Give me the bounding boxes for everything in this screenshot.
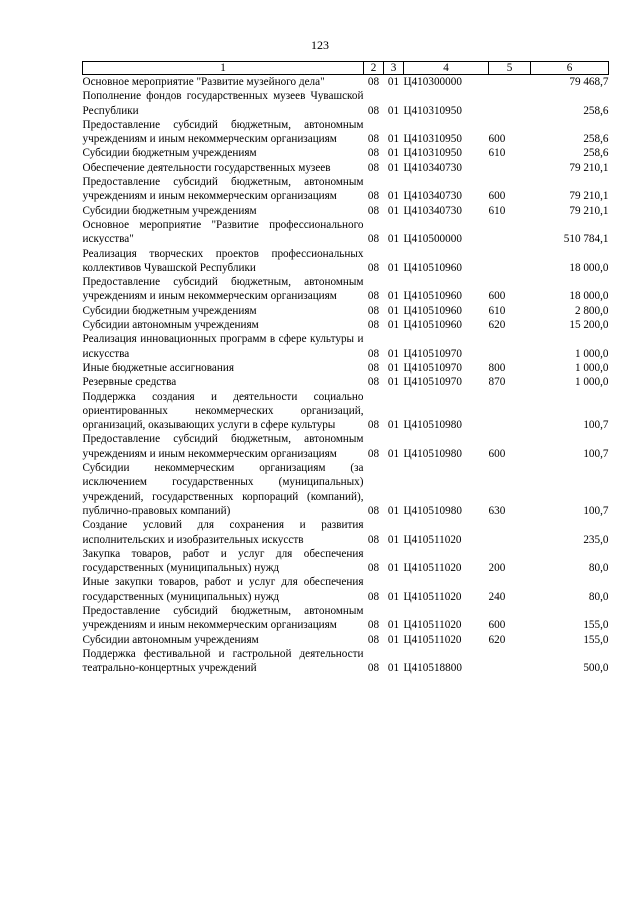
row-section: 08 — [367, 533, 380, 546]
row-subsection: 01 — [387, 133, 400, 146]
table-row — [83, 218, 609, 247]
header-col-5: 5 — [489, 62, 531, 75]
row-expense-type — [489, 647, 531, 676]
row-section: 08 — [367, 290, 380, 303]
row-target-code: Ц410518800 — [403, 662, 462, 675]
row-name: Иные бюджетные ассигнования — [82, 361, 234, 374]
row-section: 08 — [367, 633, 380, 646]
row-target-code: Ц410510960 — [403, 290, 462, 303]
header-col-4: 4 — [404, 62, 489, 75]
row-subsection: 01 — [387, 161, 400, 174]
row-amount: 100,7 — [583, 447, 609, 460]
row-section: 08 — [367, 261, 380, 274]
row-section: 08 — [367, 319, 380, 332]
row-amount: 80,0 — [588, 562, 609, 575]
row-subsection: 01 — [387, 419, 400, 432]
row-target-code: Ц410510960 — [403, 261, 462, 274]
row-section: 08 — [367, 76, 380, 88]
table-row — [83, 318, 609, 332]
row-name: Предоставление субсидий бюджетным, автономным учреждениям и иным некоммерческим организациям — [82, 176, 364, 203]
row-target-code: Ц410310950 — [403, 147, 462, 160]
row-expense-type — [489, 161, 531, 175]
row-section: 08 — [367, 562, 380, 575]
header-col-3: 3 — [384, 62, 404, 75]
table-row — [83, 390, 609, 433]
table-row — [83, 647, 609, 676]
row-target-code: Ц410340730 — [403, 190, 462, 203]
table-row — [83, 332, 609, 361]
row-target-code: Ц410500000 — [403, 233, 462, 246]
row-amount: 15 200,0 — [569, 319, 609, 332]
row-target-code: Ц410340730 — [403, 161, 462, 174]
row-expense-type — [489, 518, 531, 547]
table-row — [83, 604, 609, 633]
row-subsection: 01 — [387, 233, 400, 246]
row-amount: 79 210,1 — [569, 190, 609, 203]
row-subsection: 01 — [387, 619, 400, 632]
row-subsection: 01 — [387, 361, 400, 374]
row-name: Субсидии некоммерческим организациям (за исключением государственных (муниципальных) учреждений, государственных корпораций (компаний), публично-правовых компаний) — [82, 462, 364, 517]
row-section: 08 — [367, 233, 380, 246]
row-section: 08 — [367, 347, 380, 360]
row-target-code: Ц410511020 — [403, 590, 462, 603]
header-col-6: 6 — [531, 62, 609, 75]
row-amount: 1 000,0 — [574, 347, 609, 360]
row-name: Обеспечение деятельности государственных музеев — [82, 161, 331, 174]
row-name: Закупка товаров, работ и услуг для обеспечения государственных (муниципальных) нужд — [82, 547, 364, 575]
row-section: 08 — [367, 147, 380, 160]
table-row — [83, 633, 609, 647]
row-target-code: Ц410340730 — [403, 204, 462, 217]
row-expense-type: 870 — [488, 376, 506, 389]
row-subsection: 01 — [387, 447, 400, 460]
row-target-code: Ц410511020 — [403, 533, 462, 546]
table-row — [83, 518, 609, 547]
table-row — [83, 118, 609, 147]
row-section: 08 — [367, 447, 380, 460]
row-section: 08 — [367, 304, 380, 317]
row-target-code: Ц410310950 — [403, 104, 462, 117]
row-section: 08 — [367, 590, 380, 603]
row-subsection: 01 — [387, 347, 400, 360]
row-expense-type: 600 — [488, 290, 506, 303]
row-expense-type — [489, 75, 531, 90]
row-name: Иные закупки товаров, работ и услуг для обеспечения государственных (муниципальных) нужд — [82, 576, 364, 603]
row-name: Предоставление субсидий бюджетным, автономным учреждениям и иным некоммерческим организациям — [82, 118, 364, 146]
row-amount: 18 000,0 — [569, 261, 609, 274]
row-name: Субсидии автономным учреждениям — [82, 633, 259, 646]
row-expense-type: 610 — [488, 204, 506, 217]
row-amount: 79 210,1 — [569, 161, 609, 174]
row-target-code: Ц410510960 — [403, 304, 462, 317]
table-header-row — [83, 62, 609, 75]
row-subsection: 01 — [387, 290, 400, 303]
row-name: Субсидии бюджетным учреждениям — [82, 147, 257, 160]
row-name: Предоставление субсидий бюджетным, автономным учреждениям и иным некоммерческим организациям — [82, 433, 364, 460]
row-amount: 79 468,7 — [569, 76, 609, 88]
row-name: Реализация творческих проектов профессиональных коллективов Чувашской Республики — [82, 247, 364, 274]
row-section: 08 — [367, 361, 380, 374]
table-row — [83, 547, 609, 576]
row-amount: 258,6 — [583, 104, 609, 117]
row-expense-type: 600 — [488, 190, 506, 203]
row-subsection: 01 — [387, 261, 400, 274]
row-amount: 510 784,1 — [563, 233, 609, 246]
row-target-code: Ц410510970 — [403, 361, 462, 374]
row-amount: 258,6 — [583, 147, 609, 160]
row-expense-type: 610 — [488, 304, 506, 317]
table-row — [83, 304, 609, 318]
row-amount: 155,0 — [583, 619, 609, 632]
table-row — [83, 361, 609, 375]
table-row — [83, 204, 609, 218]
table-row — [83, 89, 609, 118]
row-subsection: 01 — [387, 147, 400, 160]
row-name: Создание условий для сохранения и развития исполнительских и изобразительных искусств — [82, 519, 364, 546]
row-section: 08 — [367, 662, 380, 675]
row-target-code: Ц410511020 — [403, 562, 462, 575]
row-name: Предоставление субсидий бюджетным, автономным учреждениям и иным некоммерческим организациям — [82, 604, 364, 632]
row-target-code: Ц410511020 — [403, 633, 462, 646]
row-target-code: Ц410510970 — [403, 347, 462, 360]
header-col-2: 2 — [364, 62, 384, 75]
row-target-code: Ц410510980 — [403, 504, 462, 517]
row-target-code: Ц410510980 — [403, 447, 462, 460]
row-amount: 100,7 — [583, 419, 609, 432]
row-amount: 80,0 — [588, 590, 609, 603]
row-expense-type — [489, 218, 531, 247]
row-section: 08 — [367, 504, 380, 517]
table-row — [83, 375, 609, 389]
table-row — [83, 461, 609, 518]
row-name: Субсидии автономным учреждениям — [82, 319, 259, 332]
row-amount: 2 800,0 — [574, 304, 609, 317]
row-subsection: 01 — [387, 376, 400, 389]
row-expense-type: 610 — [488, 147, 506, 160]
row-section: 08 — [367, 419, 380, 432]
row-name: Основное мероприятие "Развитие профессионального искусства" — [82, 218, 364, 246]
row-amount: 155,0 — [583, 633, 609, 646]
row-subsection: 01 — [387, 504, 400, 517]
row-subsection: 01 — [387, 190, 400, 203]
row-target-code: Ц410511020 — [403, 619, 462, 632]
row-amount: 1 000,0 — [574, 376, 609, 389]
row-section: 08 — [367, 161, 380, 174]
table-row — [83, 575, 609, 604]
table-row — [83, 432, 609, 461]
row-amount: 1 000,0 — [574, 361, 609, 374]
row-subsection: 01 — [387, 590, 400, 603]
row-name: Субсидии бюджетным учреждениям — [82, 204, 257, 217]
row-name: Резервные средства — [82, 376, 177, 389]
table-row — [83, 275, 609, 304]
row-name: Основное мероприятие "Развитие музейного дела" — [82, 76, 325, 88]
row-name: Реализация инновационных программ в сфере культуры и искусства — [82, 333, 364, 360]
row-subsection: 01 — [387, 319, 400, 332]
table-row — [83, 175, 609, 204]
row-section: 08 — [367, 204, 380, 217]
row-target-code: Ц410300000 — [403, 76, 462, 88]
row-expense-type: 800 — [488, 361, 506, 374]
table-row — [83, 146, 609, 160]
row-expense-type: 600 — [488, 447, 506, 460]
row-expense-type — [489, 332, 531, 361]
row-target-code: Ц410510960 — [403, 319, 462, 332]
row-expense-type: 600 — [488, 619, 506, 632]
row-subsection: 01 — [387, 633, 400, 646]
row-amount: 235,0 — [583, 533, 609, 546]
row-subsection: 01 — [387, 562, 400, 575]
row-section: 08 — [367, 133, 380, 146]
row-expense-type: 240 — [488, 590, 506, 603]
row-expense-type: 630 — [488, 504, 506, 517]
row-expense-type: 200 — [488, 562, 506, 575]
row-amount: 18 000,0 — [569, 290, 609, 303]
row-target-code: Ц410310950 — [403, 133, 462, 146]
row-name: Субсидии бюджетным учреждениям — [82, 304, 257, 317]
row-amount: 100,7 — [583, 504, 609, 517]
row-expense-type — [489, 89, 531, 118]
row-name: Поддержка создания и деятельности социально ориентированных некоммерческих организаций, организаций, оказывающих услуги в сфере культуры — [82, 390, 364, 432]
row-amount: 79 210,1 — [569, 204, 609, 217]
row-subsection: 01 — [387, 104, 400, 117]
row-expense-type: 620 — [488, 319, 506, 332]
row-expense-type: 600 — [488, 133, 506, 146]
row-target-code: Ц410510970 — [403, 376, 462, 389]
row-section: 08 — [367, 376, 380, 389]
row-name: Пополнение фондов государственных музеев Чувашской Республики — [82, 90, 364, 117]
row-expense-type — [489, 247, 531, 276]
row-section: 08 — [367, 190, 380, 203]
row-name: Поддержка фестивальной и гастрольной деятельности театрально-концертных учреждений — [82, 647, 364, 675]
row-subsection: 01 — [387, 533, 400, 546]
row-amount: 258,6 — [583, 133, 609, 146]
header-col-1: 1 — [83, 62, 364, 75]
budget-table — [82, 61, 609, 675]
row-target-code: Ц410510980 — [403, 419, 462, 432]
row-amount: 500,0 — [583, 662, 609, 675]
table-row — [83, 247, 609, 276]
row-name: Предоставление субсидий бюджетным, автономным учреждениям и иным некоммерческим организациям — [82, 276, 364, 303]
table-row — [83, 161, 609, 175]
row-subsection: 01 — [387, 304, 400, 317]
page-number: 123 — [311, 38, 329, 52]
table-body — [83, 75, 609, 676]
row-expense-type — [489, 390, 531, 433]
row-subsection: 01 — [387, 662, 400, 675]
row-subsection: 01 — [387, 76, 400, 88]
row-section: 08 — [367, 619, 380, 632]
row-expense-type: 620 — [488, 633, 506, 646]
row-section: 08 — [367, 104, 380, 117]
table-row — [83, 75, 609, 90]
row-subsection: 01 — [387, 204, 400, 217]
